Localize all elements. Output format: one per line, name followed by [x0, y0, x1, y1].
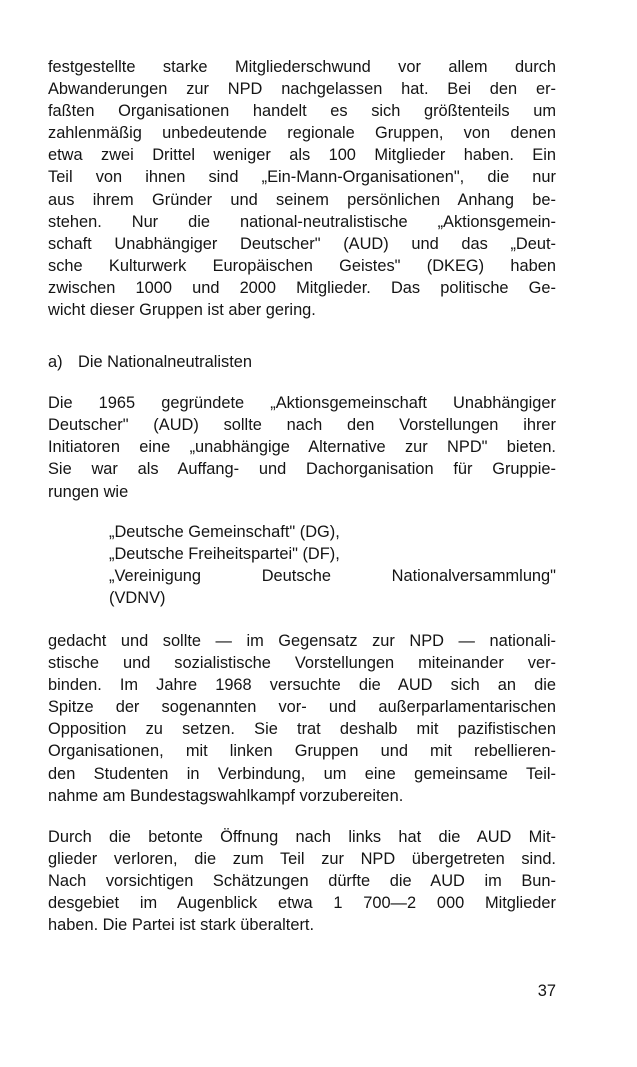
- text-line: desgebiet im Augenblick etwa 1 700—2 000 Mitglieder: [48, 894, 556, 912]
- section-heading-label: a): [48, 353, 63, 372]
- text-line: rungen wie: [48, 482, 129, 501]
- text-line: faßten Organisationen handelt es sich größtenteils um: [48, 102, 556, 121]
- text-line: Opposition zu setzen. Sie trat deshalb mit pazifistischen: [48, 720, 556, 739]
- text-line: den Studenten in Verbindung, um eine gemeinsame Teil-: [48, 764, 556, 783]
- text-line: Organisationen, mit linken Gruppen und mit rebellieren-: [48, 742, 556, 761]
- section-heading-title: Die Nationalneutralisten: [78, 353, 253, 372]
- text-line: sche Kulturwerk Europäischen Geistes" (DKEG) haben: [48, 256, 556, 275]
- text-line: Sie war als Auffang- und Dachorganisation für Gruppie-: [48, 460, 556, 479]
- text-line: Teil von ihnen sind „Ein-Mann-Organisationen", die nur: [48, 168, 556, 187]
- section-heading: [48, 351, 556, 373]
- text-line: nahme am Bundestagswahlkampf vorzubereiten.: [48, 786, 404, 805]
- list-item: (VDNV): [109, 588, 166, 607]
- text-line: stehen. Nur die national-neutralistische „Aktionsgemein-: [48, 212, 556, 231]
- page-number: 37: [537, 982, 556, 1000]
- paragraph-aud-goals: [48, 630, 556, 807]
- paragraph-aud-founding: [48, 392, 556, 502]
- text-line: haben. Die Partei ist stark überaltert.: [48, 916, 315, 935]
- list-item: „Vereinigung Deutsche Nationalversammlung": [109, 566, 556, 585]
- text-line: Deutscher" (AUD) sollte nach den Vorstellungen ihrer: [48, 416, 556, 435]
- text-line: Abwanderungen zur NPD nachgelassen hat. Bei den er-: [48, 80, 556, 99]
- text-line: festgestellte starke Mitgliederschwund vor allem durch: [48, 58, 556, 76]
- text-line: Spitze der sogenannten vor- und außerparlamentarischen: [48, 698, 556, 717]
- text-line: stische und sozialistische Vorstellungen miteinander ver-: [48, 654, 556, 673]
- text-line: zwischen 1000 und 2000 Mitglieder. Das politische Ge-: [48, 278, 556, 297]
- text-line: etwa zwei Drittel weniger als 100 Mitglieder haben. Ein: [48, 146, 556, 165]
- text-line: wicht dieser Gruppen ist aber gering.: [48, 301, 316, 320]
- text-line: glieder verloren, die zum Teil zur NPD übergetreten sind.: [48, 849, 556, 868]
- text-line: Die 1965 gegründete „Aktionsgemeinschaft Unabhängiger: [48, 394, 556, 413]
- book-page: [48, 56, 556, 936]
- text-line: gedacht und sollte — im Gegensatz zur NPD — nationali-: [48, 631, 556, 650]
- text-line: Durch die betonte Öffnung nach links hat die AUD Mit-: [48, 827, 556, 846]
- list-item: „Deutsche Freiheitspartei" (DF),: [109, 544, 340, 563]
- text-line: aus ihrem Gründer und seinem persönlichen Anhang be-: [48, 190, 556, 209]
- paragraph-intro: [48, 56, 556, 321]
- text-line: schaft Unabhängiger Deutscher" (AUD) und das „Deut-: [48, 234, 556, 253]
- organizations-list: [109, 521, 556, 609]
- text-line: zahlenmäßig unbedeutende regionale Gruppen, von denen: [48, 124, 556, 143]
- paragraph-aud-membership: [48, 826, 556, 936]
- text-line: Nach vorsichtigen Schätzungen dürfte die AUD im Bun-: [48, 871, 556, 890]
- list-item: „Deutsche Gemeinschaft" (DG),: [109, 522, 340, 541]
- text-line: Initiatoren eine „unabhängige Alternative zur NPD" bieten.: [48, 438, 556, 457]
- text-line: binden. Im Jahre 1968 versuchte die AUD sich an die: [48, 676, 556, 695]
